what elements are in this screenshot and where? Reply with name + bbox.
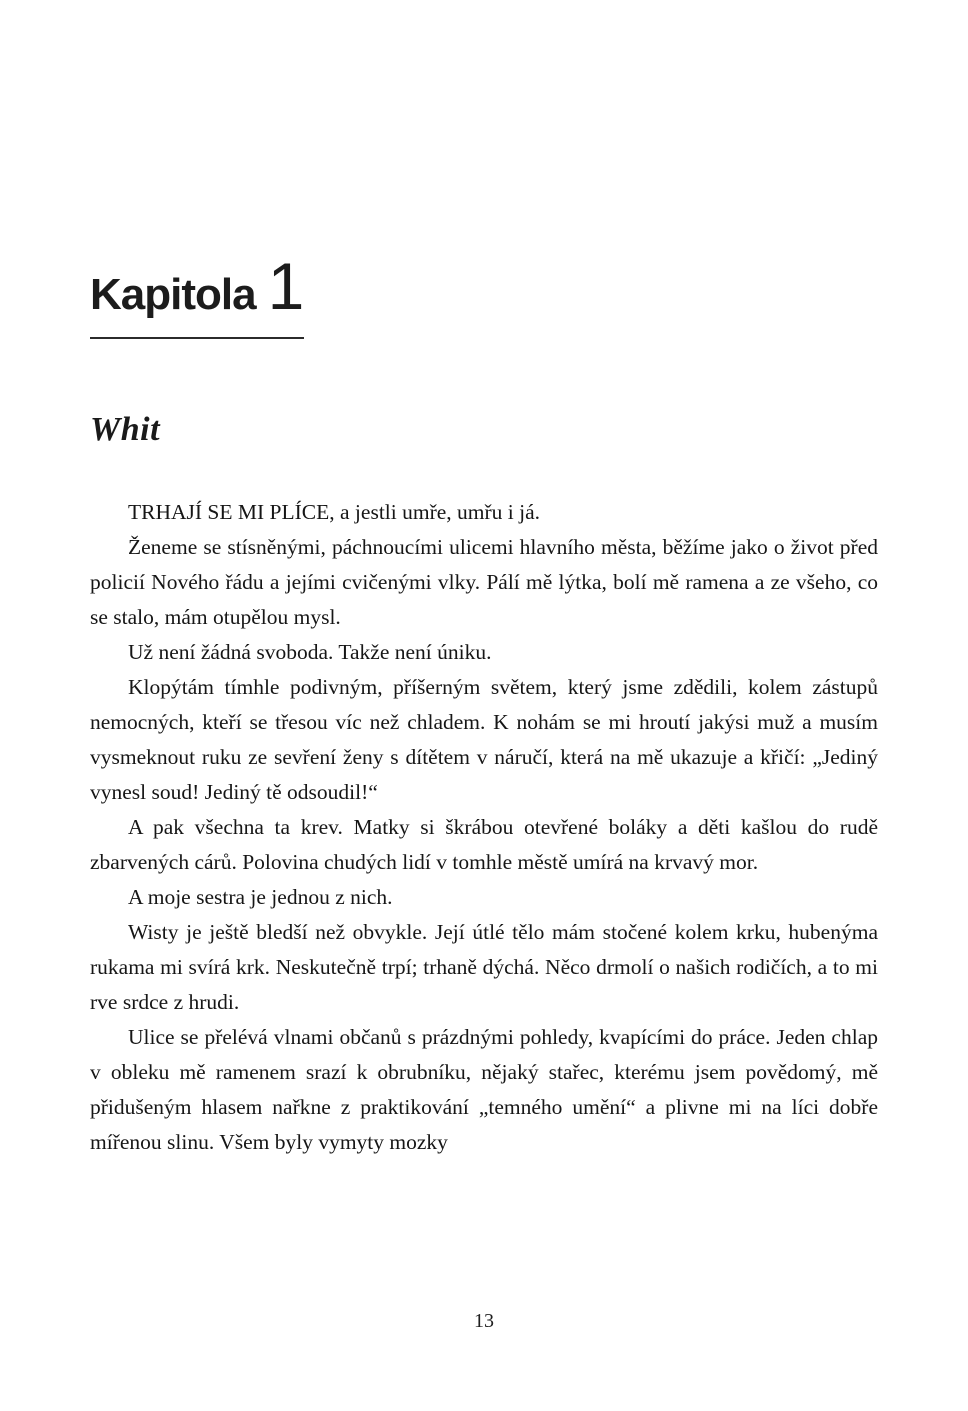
chapter-number: 1 — [267, 249, 305, 323]
paragraph: Už není žádná svoboda. Takže není úniku. — [128, 640, 492, 664]
chapter-header — [90, 249, 305, 339]
paragraph: Klopýtám tímhle podivným, příšerným světem, který jsme zdědili, kolem zástupů nemocných, kteří se třesou víc než chladem. K nohám se mi hroutí jakýsi muž a musím vysmeknout ruku ze sevření ženy s dítětem v náručí, která na mě ukazuje a křičí: „Jediný vynesl soud! Jediný tě odsoudil!“ — [90, 675, 878, 804]
section-heading: Whit — [90, 411, 161, 448]
paragraph: A pak všechna ta krev. Matky si škrábou otevřené boláky a děti kašlou do rudě zbarvených cárů. Polovina chudých lidí v tomhle městě umírá na krvavý mor. — [90, 815, 878, 874]
paragraph: Ženeme se stísněnými, páchnoucími ulicemi hlavního města, běžíme jako o život před policií Nového řádu a jejími cvičenými vlky. Pálí mě lýtka, bolí mě ramena a ze všeho, co se stalo, mám otupělou mysl. — [90, 535, 878, 629]
paragraph: Ulice se přelévá vlnami občanů s prázdnými pohledy, kvapícími do práce. Jeden chlap v obleku mě ramenem srazí k obrubníku, nějaký stařec, kterému jsem povědomý, mě přidušeným hlasem nařkne z praktikování „temného umění“ a plivne mi na líci dobře mířenou slinu. Všem byly vymyty mozky — [90, 1025, 878, 1154]
paragraph: TRHAJÍ SE MI PLÍCE, a jestli umře, umřu i já. — [128, 500, 541, 524]
chapter-title — [90, 249, 305, 323]
body-text — [90, 495, 878, 1160]
paragraph: Wisty je ještě bledší než obvykle. Její útlé tělo mám stočené kolem krku, hubenýma rukama mi svírá krk. Neskutečně trpí; trhaně dýchá. Něco drmolí o našich rodičích, a to mi rve srdce z hrudi. — [90, 920, 878, 1014]
chapter-label: Kapitola — [90, 270, 256, 319]
page-number: 13 — [474, 1310, 494, 1332]
paragraph: A moje sestra je jednou z nich. — [128, 885, 393, 909]
chapter-divider — [90, 337, 304, 339]
